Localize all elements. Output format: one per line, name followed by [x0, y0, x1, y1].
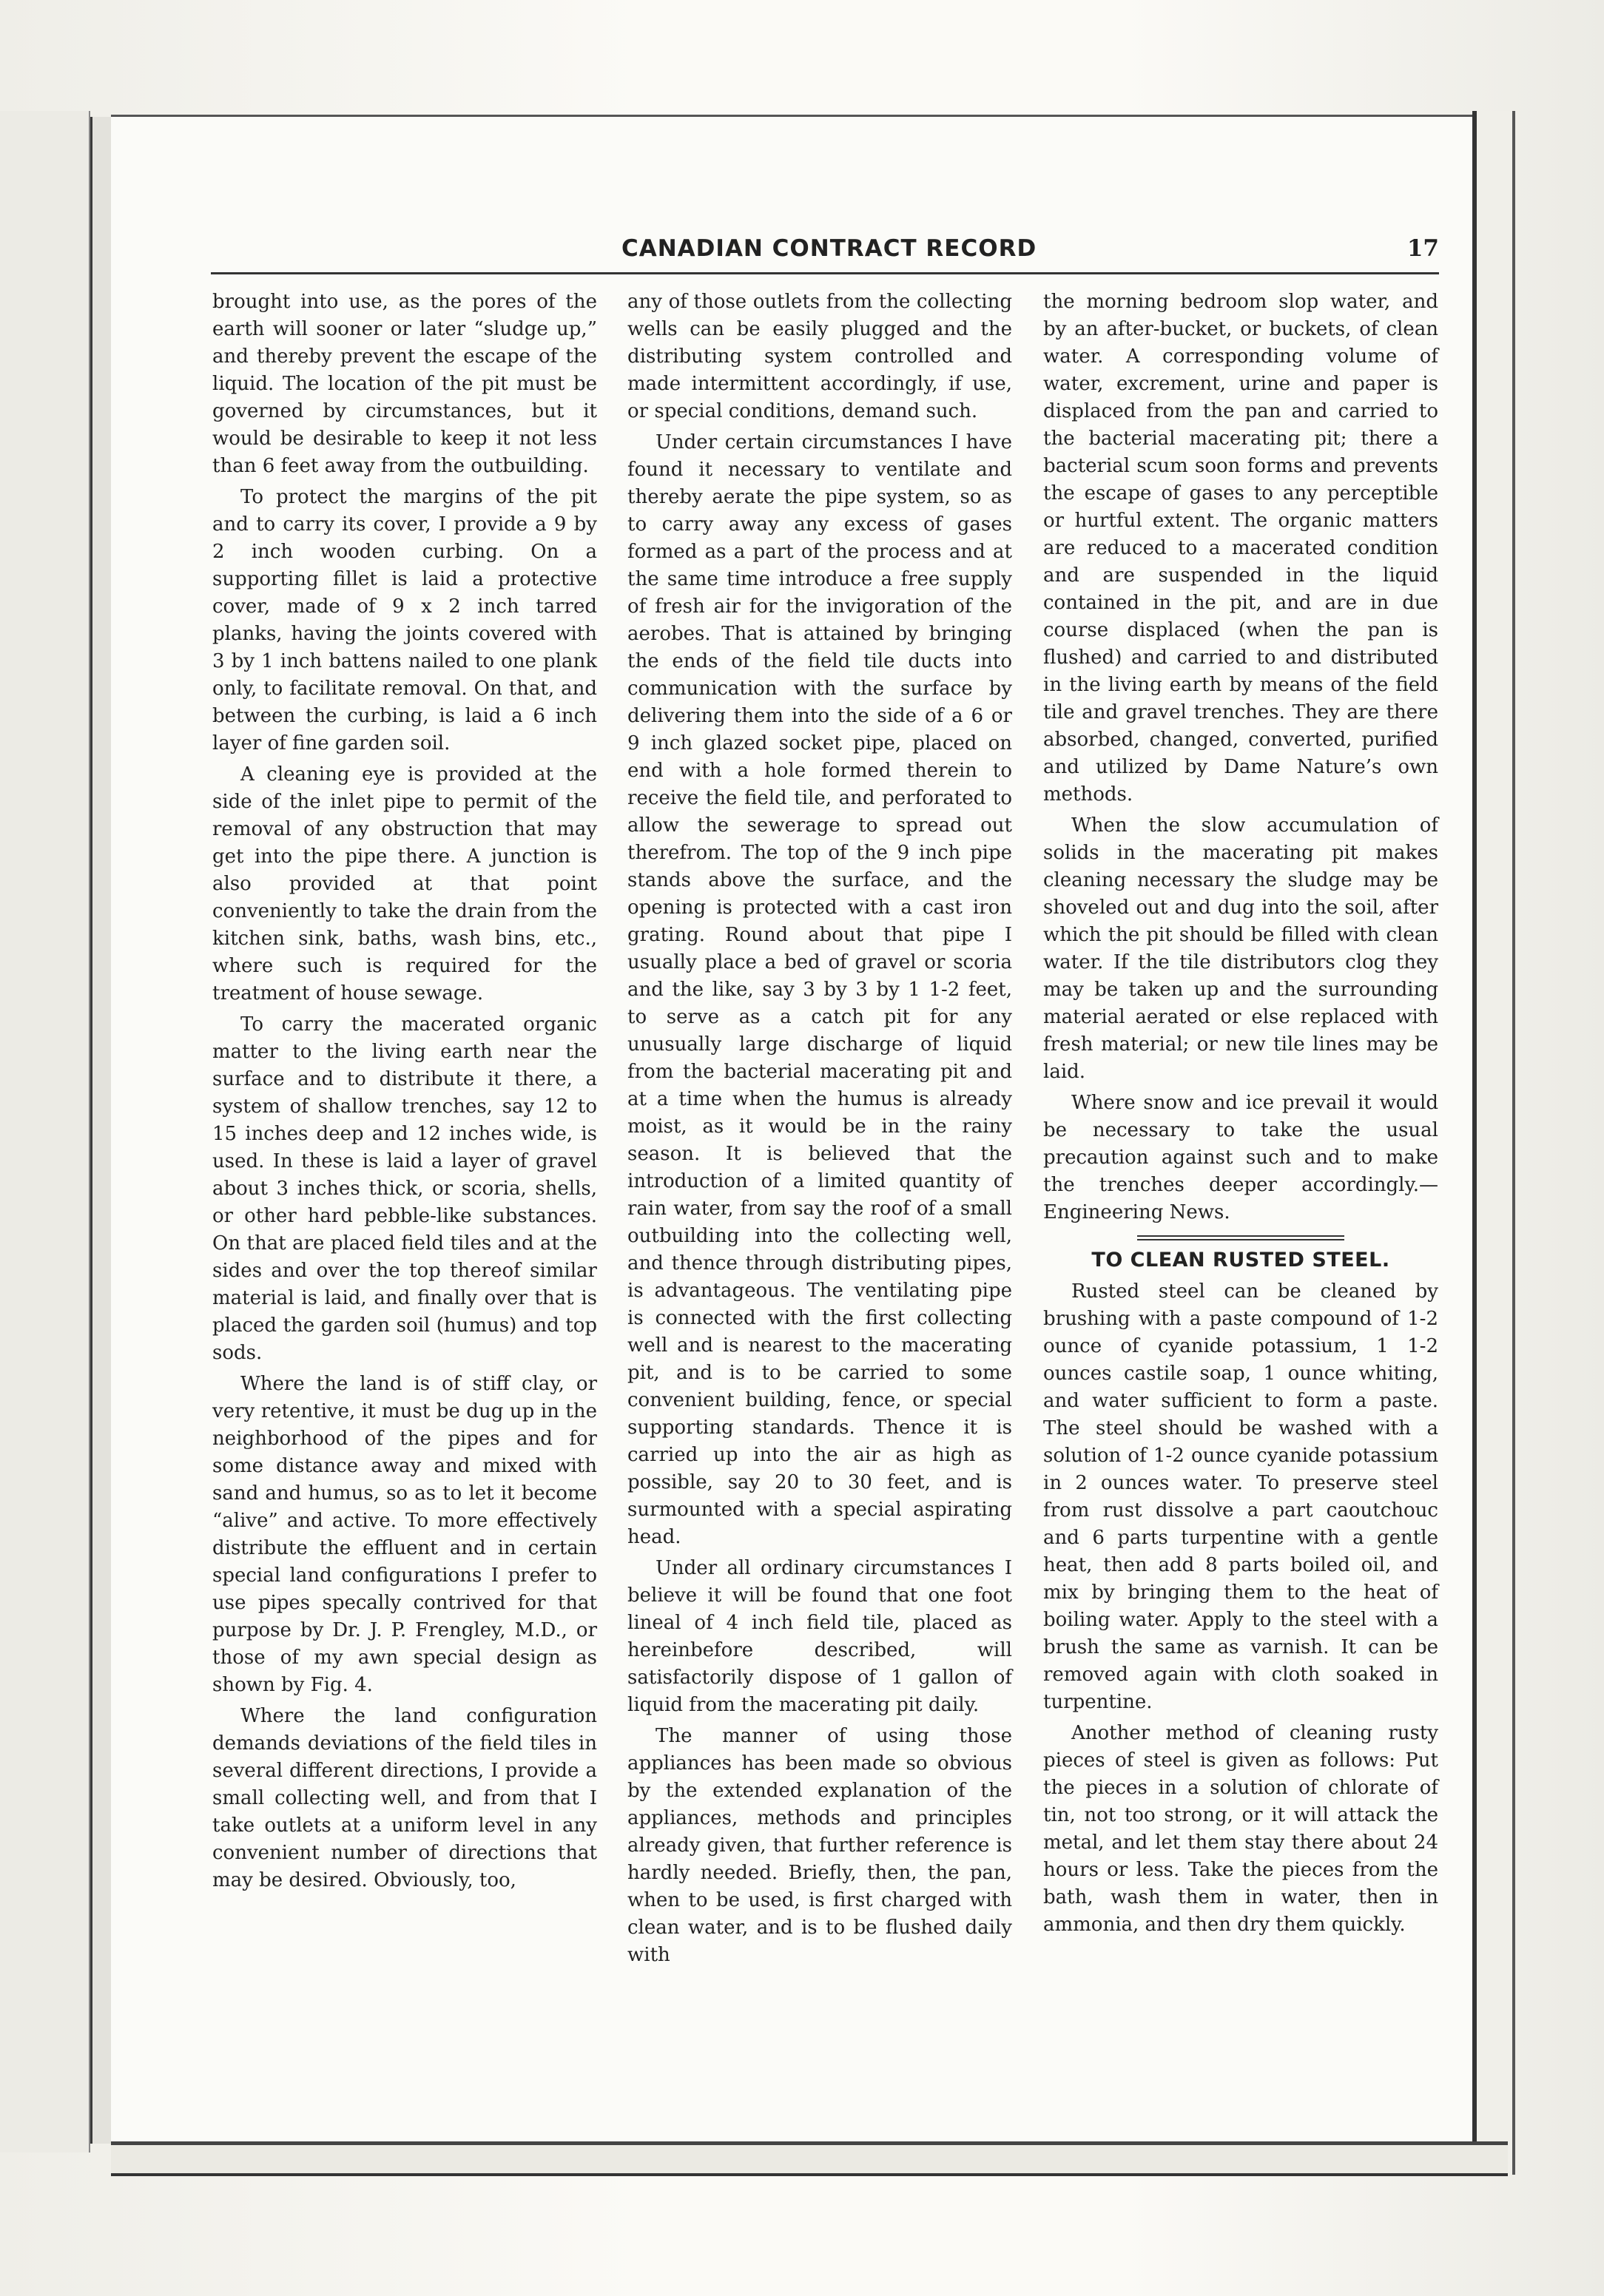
paragraph: The manner of using those appliances has been made so obvious by the extended explanation of the appliances, methods and principles already given, that further reference is hardly needed. Briefly, then, the pan, when to be used, is first charged with clean water, and is to be flushed daily with: [627, 1725, 1012, 1966]
paragraph: Rusted steel can be cleaned by brushing with a paste compound of 1-2 ounce of cyanide potassium, 1 1-2 ounces castile soap, 1 ounce whiting, and water sufficient to form a paste. The steel should be washed with a solution of 1-2 ounce cyanide potassium in 2 ounces water. To preserve steel from rust dissolve a part caoutchouc and 6 parts turpentine with a gentle heat, then add 8 parts boiled oil, and mix by bringing them to the heat of boiling water. Apply to the steel with a brush the same as varnish. It can be removed again with cloth soaked in turpentine.: [1043, 1280, 1438, 1713]
page-stack-edge-right: [1472, 111, 1515, 2175]
paragraph: Under certain circumstances I have found it necessary to ventilate and thereby aerate the pipe system, so as to carry away any excess of gases formed as a part of the process and at the same time introduce a free supply of fresh air for the invigoration of the aerobes. That is attained by bringing the ends of the field tile ducts into communication with the surface by delivering them into the side of a 6 or 9 inch glazed socket pipe, placed on end with a hole formed therein to receive the field tile, and perforated to allow the sewerage to spread out therefrom. The top of the 9 inch pipe stands above the surface, and the opening is protected with a cast iron grating. Round about that pipe I usually place a bed of gravel or scoria and the like, say 3 by 3 by 1 1-2 feet, to serve as a catch pit for any unusually large discharge of liquid from the bacterial macerating pit and at a time when the humus is already moist, as it would be in the rainy season. It is believed that the introduction of a limited quantity of rain water, from say the roof of a small outbuilding into the collecting well, and thence through distributing pipes, is advantageous. The ventilating pipe is connected with the first collecting well and is nearest to the macerating pit, and is to be carried to some convenient building, fence, or special supporting standards. Thence it is carried up into the air as high as possible, say 20 to 30 feet, and is surmounted with a special aspirating head.: [627, 431, 1012, 1548]
paragraph: A cleaning eye is provided at the side of the inlet pipe to permit of the removal of any obstruction that may get into the pipe there. A junction is also provided at that point conveniently to take the drain from the kitchen sink, baths, wash bins, etc., where such is required for the treatment of house sewage.: [212, 763, 597, 1004]
paragraph: Where the land configuration demands deviations of the field tiles in several different directions, I provide a small collecting well, and from that I take outlets at a uniform level in any convenient number of directions that may be desired. Obviously, too,: [212, 1705, 597, 1891]
paragraph: Under all ordinary circumstances I believe it will be found that one foot lineal of 4 inch field tile, placed as hereinbefore described, will satisfactorily dispose of 1 gallon of liquid from the macerating pit daily.: [627, 1557, 1012, 1716]
paragraph: any of those outlets from the collecting wells can be easily plugged and the distributing system controlled and made intermittent accordingly, if use, or special conditions, demand such.: [627, 291, 1012, 422]
paragraph: To carry the macerated organic matter to the living earth near the surface and to distribute it there, a system of shallow trenches, say 12 to 15 inches deep and 12 inches wide, is used. In these is laid a layer of gravel about 3 inches thick, or scoria, shells, or other hard pebble-like substances. On that are placed field tiles and at the sides and over the top thereof similar material is laid, and finally over that is placed the garden soil (humus) and top sods.: [212, 1013, 597, 1364]
publication-title: CANADIAN CONTRACT RECORD: [621, 235, 1037, 262]
facing-page-edge: [0, 111, 90, 2152]
page-stack-edge-bottom: [111, 2141, 1508, 2176]
paragraph: To protect the margins of the pit and to carry its cover, I provide a 9 by 2 inch wooden curbing. On a supporting fillet is laid a protective cover, made of 9 x 2 inch tarred planks, having the joints covered with 3 by 1 inch battens nailed to one plank only, to facilitate removal. On that, and between the curbing, is laid a 6 inch layer of fine garden soil.: [212, 486, 597, 754]
column-2: [627, 288, 1012, 1973]
article-heading: TO CLEAN RUSTED STEEL.: [1091, 1249, 1390, 1272]
running-header: [211, 235, 1439, 272]
paragraph: When the slow accumulation of solids in the macerating pit makes cleaning necessary the sludge may be shoveled out and dug into the soil, after which the pit should be filled with clean water. If the tile distributors clog they may be taken up and the surrounding material aerated or else replaced with fresh material; or new tile lines may be laid.: [1043, 814, 1438, 1083]
column-1: [212, 288, 597, 1898]
paragraph: the morning bedroom slop water, and by an after-bucket, or buckets, of clean water. A corresponding volume of water, excrement, urine and paper is displaced from the pan and carried to the bacterial macerating pit; there a bacterial scum soon forms and prevents the escape of gases to any perceptible or hurtful extent. The organic matters are reduced to a macerated condition and are suspended in the liquid contained in the pit, and are in due course displaced (when the pan is flushed) and carried to and distributed in the living earth by means of the field tile and gravel trenches. They are there absorbed, changed, converted, purified and utilized by Dame Nature’s own methods.: [1043, 291, 1438, 806]
paragraph: Where the land is of stiff clay, or very retentive, it must be dug up in the neighborhood of the pipes and for some distance away and mixed with sand and humus, so as to let it become “alive” and active. To more effectively distribute the effluent and in certain special land configurations I prefer to use pipes specally contrived for that purpose by Dr. J. P. Frengley, M.D., or those of my awn special design as shown by Fig. 4.: [212, 1373, 597, 1696]
paragraph: brought into use, as the pores of the earth will sooner or later “sludge up,” and thereby prevent the escape of the liquid. The location of the pit must be governed by circumstances, but it would be desirable to keep it not less than 6 feet away from the outbuilding.: [212, 291, 597, 477]
column-3: [1043, 288, 1438, 1942]
paragraph: Where snow and ice prevail it would be necessary to take the usual precaution against such and to make the trenches deeper accordingly.—Engineering News.: [1043, 1092, 1438, 1223]
paragraph: Another method of cleaning rusty pieces of steel is given as follows: Put the pieces in a solution of chlorate of tin, not too strong, or it will attack the metal, and let them stay there about 24 hours or less. Take the pieces from the bath, wash them in water, then in ammonia, and then dry them quickly.: [1043, 1722, 1438, 1936]
article-separator-rule: [1137, 1235, 1344, 1240]
page-number: 17: [1406, 235, 1439, 262]
header-rule: [211, 272, 1439, 274]
